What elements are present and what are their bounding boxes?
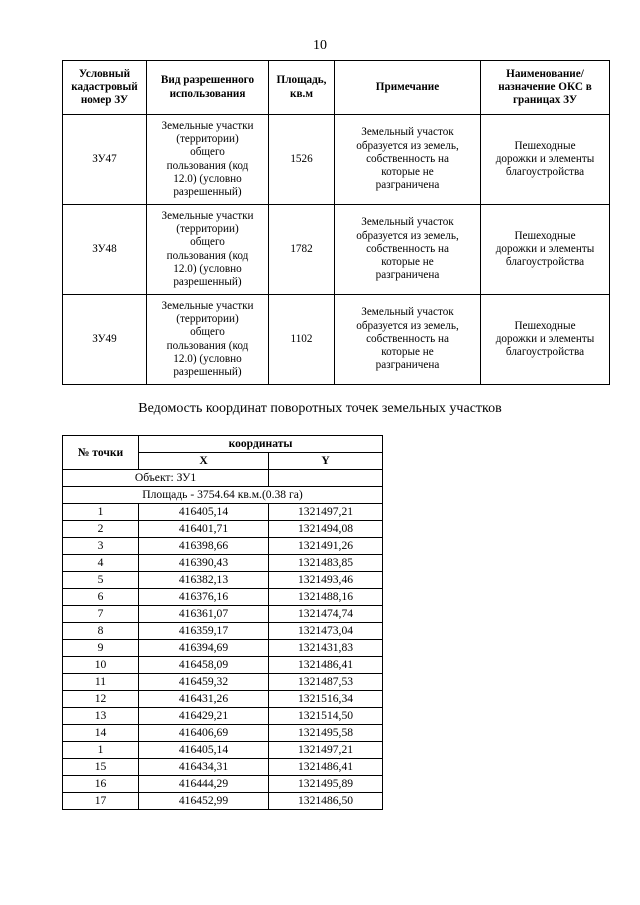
y-coordinate: 1321431,83 xyxy=(269,640,383,657)
point-number: 15 xyxy=(63,759,139,776)
point-number: 17 xyxy=(63,793,139,810)
y-coordinate: 1321483,85 xyxy=(269,555,383,572)
point-number: 14 xyxy=(63,725,139,742)
point-number: 7 xyxy=(63,606,139,623)
y-coordinate: 1321514,50 xyxy=(269,708,383,725)
x-coordinate: 416382,13 xyxy=(139,572,269,589)
point-number: 13 xyxy=(63,708,139,725)
point-number: 6 xyxy=(63,589,139,606)
x-coordinate: 416394,69 xyxy=(139,640,269,657)
x-coordinate: 416390,43 xyxy=(139,555,269,572)
x-coordinate: 416444,29 xyxy=(139,776,269,793)
object-label: Объект: ЗУ1 xyxy=(63,470,269,487)
y-coordinate: 1321497,21 xyxy=(269,504,383,521)
page-number: 10 xyxy=(313,38,327,53)
point-number: 1 xyxy=(63,504,139,521)
y-coordinate: 1321493,46 xyxy=(269,572,383,589)
permitted-use: Земельные участки (территории) общего пользования (код 12.0) (условно разрешенный) xyxy=(147,295,269,385)
table-row xyxy=(63,776,383,793)
table-row xyxy=(63,623,383,640)
point-number: 3 xyxy=(63,538,139,555)
plot-id: ЗУ47 xyxy=(63,115,147,205)
purpose-header: Наименование/ назначение ОКС в границах ЗУ xyxy=(481,61,610,115)
table-row xyxy=(63,793,383,810)
table-row xyxy=(63,295,610,385)
object-empty-cell xyxy=(269,470,383,487)
y-coordinate: 1321474,74 xyxy=(269,606,383,623)
y-coordinate: 1321494,08 xyxy=(269,521,383,538)
table-row xyxy=(63,708,383,725)
x-coordinate: 416406,69 xyxy=(139,725,269,742)
point-number: 2 xyxy=(63,521,139,538)
x-coordinate: 416431,26 xyxy=(139,691,269,708)
y-coordinate: 1321495,89 xyxy=(269,776,383,793)
plot-area: 1102 xyxy=(269,295,335,385)
x-coordinate: 416452,99 xyxy=(139,793,269,810)
point-number: 5 xyxy=(63,572,139,589)
plot-area: 1782 xyxy=(269,205,335,295)
table-row xyxy=(63,742,383,759)
y-coordinate: 1321486,50 xyxy=(269,793,383,810)
plot-note: Земельный участок образуется из земель, собственность на которые не разграничена xyxy=(335,115,481,205)
x-coordinate: 416429,21 xyxy=(139,708,269,725)
y-coordinate: 1321495,58 xyxy=(269,725,383,742)
x-coordinate: 416361,07 xyxy=(139,606,269,623)
y-header: Y xyxy=(269,453,383,470)
table-row xyxy=(63,691,383,708)
point-number: 10 xyxy=(63,657,139,674)
land-plots-table xyxy=(62,60,610,385)
x-coordinate: 416459,32 xyxy=(139,674,269,691)
point-number: 4 xyxy=(63,555,139,572)
x-coordinate: 416401,71 xyxy=(139,521,269,538)
table-row xyxy=(63,521,383,538)
note-header: Примечание xyxy=(335,61,481,115)
x-coordinate: 416398,66 xyxy=(139,538,269,555)
x-coordinate: 416359,17 xyxy=(139,623,269,640)
plot-id: ЗУ48 xyxy=(63,205,147,295)
point-number: 12 xyxy=(63,691,139,708)
y-coordinate: 1321516,34 xyxy=(269,691,383,708)
plot-id-header: Условный кадастровый номер ЗУ xyxy=(63,61,147,115)
point-number: 1 xyxy=(63,742,139,759)
table-row xyxy=(63,759,383,776)
coordinates-title: Ведомость координат поворотных точек земельных участков xyxy=(138,401,502,416)
area-row xyxy=(63,487,383,504)
permitted-use: Земельные участки (территории) общего пользования (код 12.0) (условно разрешенный) xyxy=(147,205,269,295)
table-row xyxy=(63,572,383,589)
y-coordinate: 1321491,26 xyxy=(269,538,383,555)
plot-note: Земельный участок образуется из земель, собственность на которые не разграничена xyxy=(335,205,481,295)
table-row xyxy=(63,538,383,555)
table-row xyxy=(63,205,610,295)
y-coordinate: 1321486,41 xyxy=(269,759,383,776)
point-number: 11 xyxy=(63,674,139,691)
x-coordinate: 416376,16 xyxy=(139,589,269,606)
y-coordinate: 1321473,04 xyxy=(269,623,383,640)
table-row xyxy=(63,606,383,623)
table-row xyxy=(63,640,383,657)
object-row xyxy=(63,470,383,487)
plot-note: Земельный участок образуется из земель, собственность на которые не разграничена xyxy=(335,295,481,385)
x-coordinate: 416458,09 xyxy=(139,657,269,674)
table-row xyxy=(63,589,383,606)
point-number: 8 xyxy=(63,623,139,640)
coordinates-header: координаты xyxy=(139,436,383,453)
plot-id: ЗУ49 xyxy=(63,295,147,385)
plots-header-row xyxy=(63,61,610,115)
table-row xyxy=(63,555,383,572)
plot-area: 1526 xyxy=(269,115,335,205)
x-coordinate: 416405,14 xyxy=(139,504,269,521)
table-row xyxy=(63,725,383,742)
y-coordinate: 1321487,53 xyxy=(269,674,383,691)
x-coordinate: 416405,14 xyxy=(139,742,269,759)
permitted-use-header: Вид разрешенного использования xyxy=(147,61,269,115)
area-header: Площадь, кв.м xyxy=(269,61,335,115)
object-area: Площадь - 3754.64 кв.м.(0.38 га) xyxy=(63,487,383,504)
table-row xyxy=(63,115,610,205)
y-coordinate: 1321488,16 xyxy=(269,589,383,606)
table-row xyxy=(63,674,383,691)
table-row xyxy=(63,657,383,674)
coordinates-table xyxy=(62,435,383,810)
y-coordinate: 1321497,21 xyxy=(269,742,383,759)
point-number: 9 xyxy=(63,640,139,657)
table-row xyxy=(63,504,383,521)
plot-purpose: Пешеходные дорожки и элементы благоустройства xyxy=(481,115,610,205)
point-number-header: № точки xyxy=(63,436,139,470)
plot-purpose: Пешеходные дорожки и элементы благоустройства xyxy=(481,295,610,385)
plot-purpose: Пешеходные дорожки и элементы благоустройства xyxy=(481,205,610,295)
coords-header-row xyxy=(63,436,383,453)
x-coordinate: 416434,31 xyxy=(139,759,269,776)
permitted-use: Земельные участки (территории) общего пользования (код 12.0) (условно разрешенный) xyxy=(147,115,269,205)
x-header: X xyxy=(139,453,269,470)
y-coordinate: 1321486,41 xyxy=(269,657,383,674)
point-number: 16 xyxy=(63,776,139,793)
